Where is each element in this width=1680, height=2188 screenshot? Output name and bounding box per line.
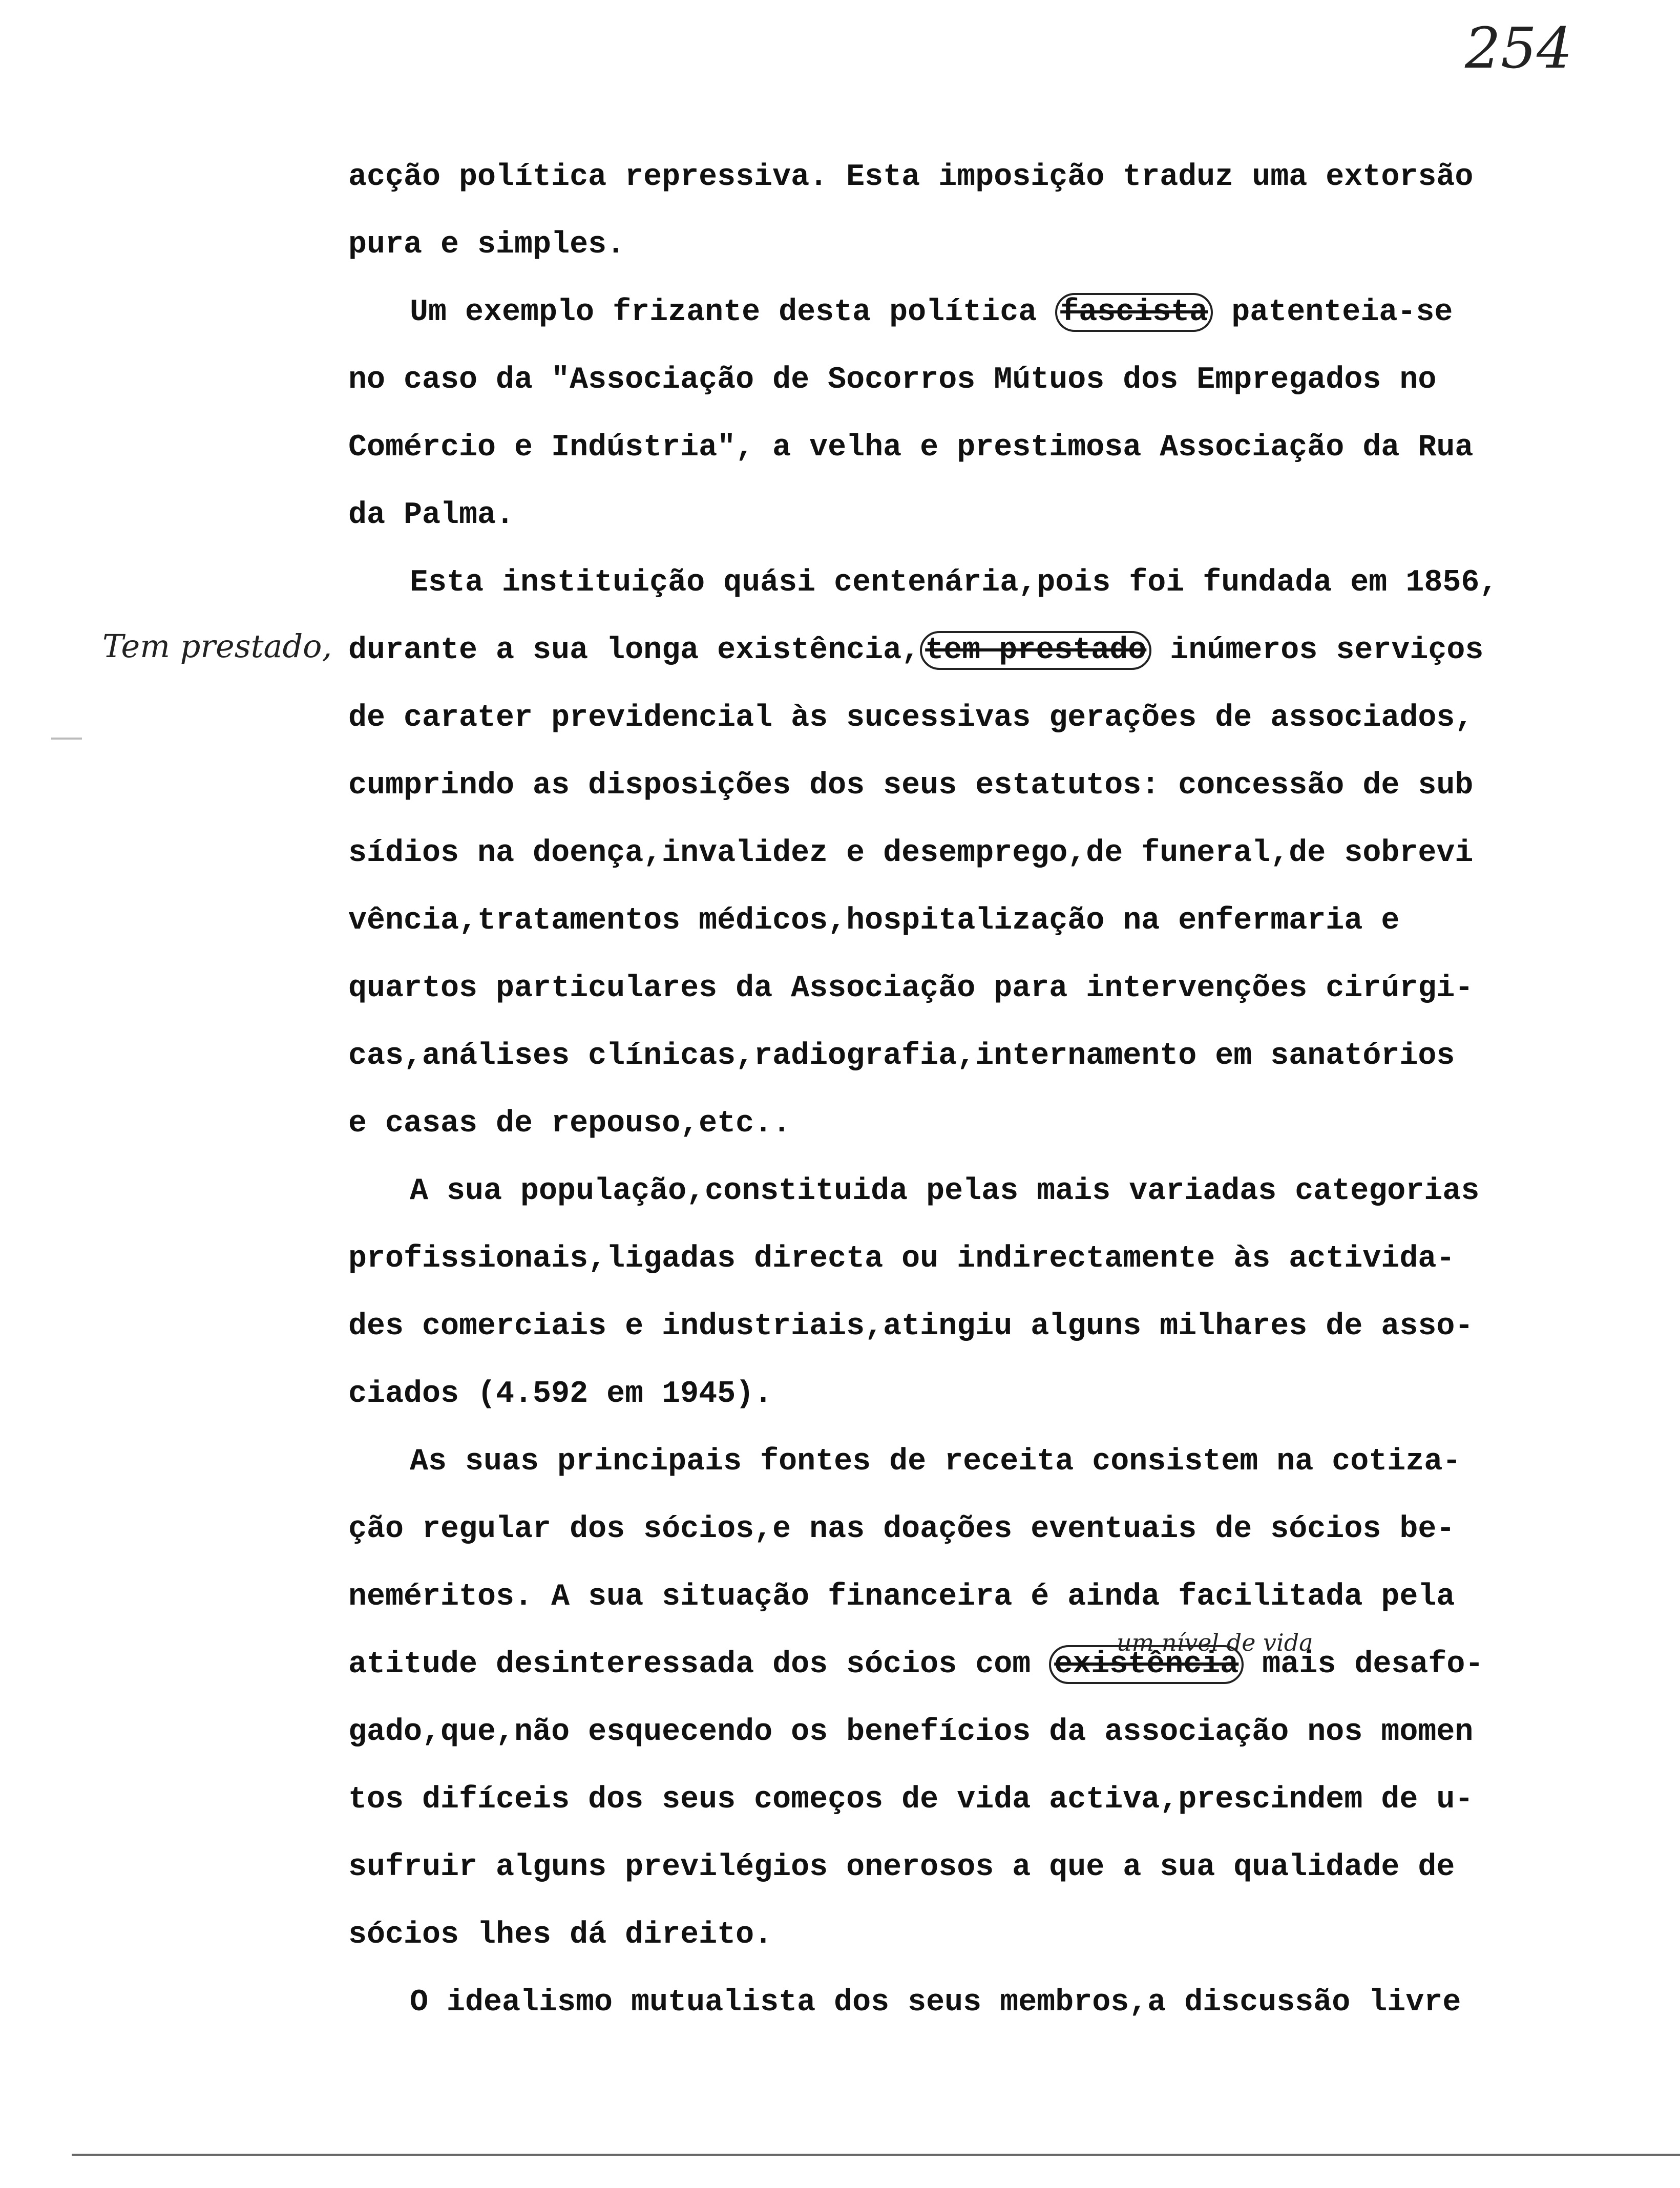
typed-line: sídios na doença,invalidez e desemprego,de funeral,de sobrevi: [348, 836, 1474, 871]
typed-line: de carater previdencial às sucessivas gerações de associados,: [348, 701, 1474, 735]
typed-line: ção regular dos sócios,e nas doações eventuais de sócios be-: [348, 1512, 1455, 1547]
typed-line: Comércio e Indústria", a velha e prestimosa Associação da Rua: [348, 430, 1474, 465]
paragraph: [348, 279, 1639, 549]
struck-word: fascista: [1055, 293, 1213, 332]
paragraph: [348, 549, 1639, 1158]
typed-line: no caso da "Associação de Socorros Mútuos dos Empregados no: [348, 363, 1437, 397]
paragraph: [348, 1158, 1639, 1428]
typed-line: pura e simples.: [348, 227, 625, 262]
typed-line: gado,que,não esquecendo os benefícios da associação nos momen: [348, 1715, 1474, 1750]
typed-line: profissionais,ligadas directa ou indirectamente às activida-: [348, 1242, 1455, 1276]
typed-line: e casas de repouso,etc..: [348, 1106, 791, 1141]
typed-line: acção política repressiva. Esta imposição traduz uma extorsão: [348, 160, 1474, 195]
typed-line: As suas principais fontes de receita consistem na cotiza-: [410, 1444, 1461, 1479]
typed-line: des comerciais e industriais,atingiu alguns milhares de asso-: [348, 1309, 1474, 1344]
typed-line: atitude desinteressada dos sócios com existência mais desafo-: [348, 1645, 1483, 1684]
page-number: 254: [1465, 15, 1572, 81]
typed-line: neméritos. A sua situação financeira é ainda facilitada pela: [348, 1580, 1455, 1614]
struck-word: tem prestado: [920, 631, 1151, 670]
bottom-rule: [72, 2154, 1680, 2156]
typed-line: sócios lhes dá direito.: [348, 1918, 773, 1952]
struck-word: existência: [1049, 1645, 1244, 1684]
typed-line: ciados (4.592 em 1945).: [348, 1377, 773, 1412]
paragraph: [348, 1428, 1639, 1969]
paragraph: [348, 1969, 1639, 2036]
typed-line: tos difíceis dos seus começos de vida activa,prescindem de u-: [348, 1782, 1474, 1817]
typed-text: [348, 143, 1639, 2036]
typed-line: cas,análises clínicas,radiografia,internamento em sanatórios: [348, 1039, 1455, 1074]
margin-note: Tem prestado,: [102, 627, 332, 665]
margin-tick: [51, 738, 82, 740]
typed-line: vência,tratamentos médicos,hospitalização na enfermaria e: [348, 903, 1400, 938]
typed-line: Um exemplo frizante desta política fascista patenteia-se: [410, 293, 1453, 332]
typed-line: durante a sua longa existência, tem prestado inúmeros serviços: [348, 631, 1483, 670]
typed-line: O idealismo mutualista dos seus membros,a discussão livre: [410, 1985, 1461, 2020]
typed-line: Esta instituição quási centenária,pois foi fundada em 1856,: [410, 565, 1498, 600]
typed-line: cumprindo as disposições dos seus estatutos: concessão de sub: [348, 768, 1474, 803]
interlinear-note: um nível de vida: [1117, 1629, 1313, 1656]
paragraph: [348, 143, 1639, 279]
typed-line: quartos particulares da Associação para intervenções cirúrgi-: [348, 971, 1474, 1006]
typed-line: A sua população,constituida pelas mais variadas categorias: [410, 1174, 1480, 1209]
typed-line: da Palma.: [348, 498, 515, 533]
typed-line: sufruir alguns previlégios onerosos a que a sua qualidade de: [348, 1850, 1455, 1885]
